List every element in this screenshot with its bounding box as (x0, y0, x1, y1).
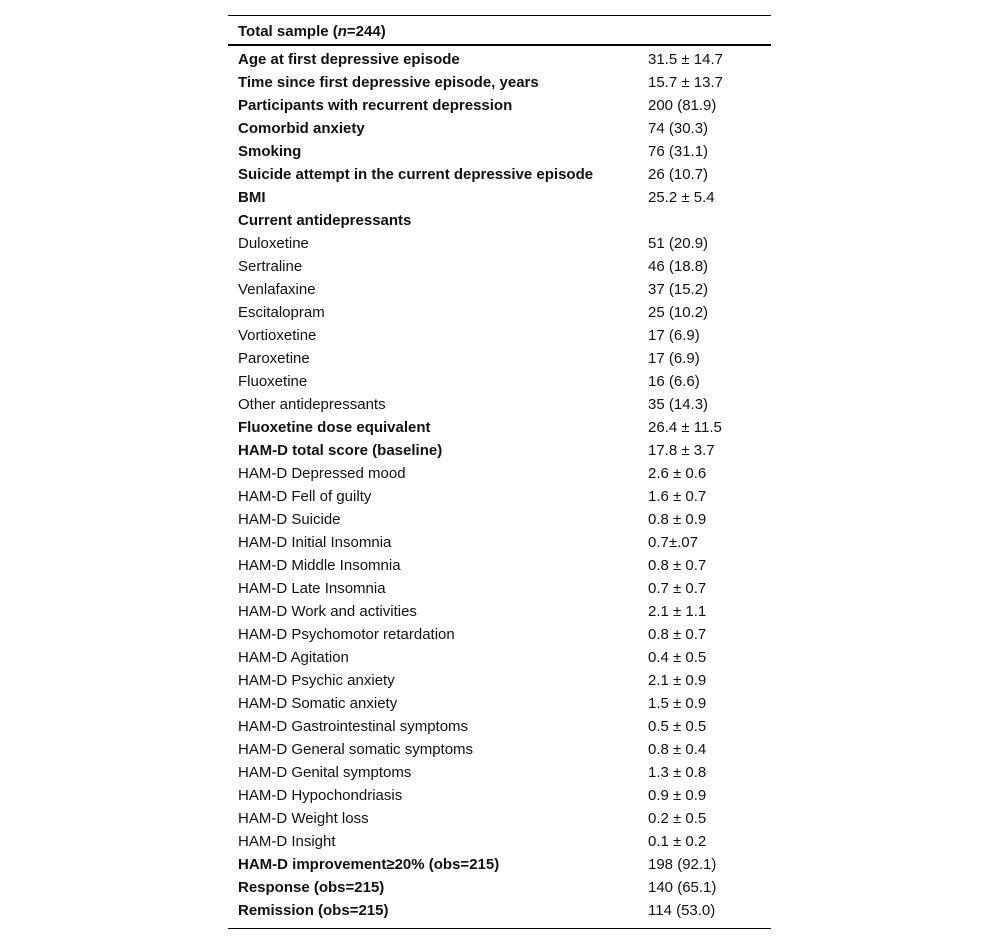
row-label: Escitalopram (238, 304, 325, 321)
row-label: Fluoxetine dose equivalent (238, 419, 431, 436)
row-value: 1.3 ± 0.8 (648, 764, 707, 781)
row-value: 2.6 ± 0.6 (648, 465, 707, 482)
row-label: Fluoxetine (238, 373, 308, 390)
header-suffix: =244) (346, 23, 386, 40)
row-value: 114 (53.0) (648, 902, 716, 919)
data-table (228, 15, 771, 929)
row-value: 0.5 ± 0.5 (648, 718, 707, 735)
row-label: HAM-D Middle Insomnia (238, 557, 401, 574)
table-row (228, 738, 771, 761)
row-value: 0.8 ± 0.4 (648, 741, 707, 758)
row-label: HAM-D General somatic symptoms (238, 741, 474, 758)
table-row (228, 255, 771, 278)
row-value: 31.5 ± 14.7 (648, 51, 723, 68)
table-row (228, 508, 771, 531)
row-label: HAM-D Psychomotor retardation (238, 626, 455, 643)
table-row (228, 531, 771, 554)
row-label: Current antidepressants (238, 212, 412, 229)
row-value: 1.6 ± 0.7 (648, 488, 707, 505)
row-label: Venlafaxine (238, 281, 316, 298)
row-label: Paroxetine (238, 350, 310, 367)
row-label: Response (obs=215) (238, 879, 385, 896)
row-label: Duloxetine (238, 235, 309, 252)
table-row (228, 577, 771, 600)
table-row (228, 393, 771, 416)
row-label: Suicide attempt in the current depressive episode (238, 166, 594, 183)
row-value: 0.8 ± 0.9 (648, 511, 707, 528)
table-row (228, 48, 771, 71)
table-row (228, 807, 771, 830)
table-row (228, 669, 771, 692)
table-row (228, 163, 771, 186)
table-row (228, 140, 771, 163)
row-value: 15.7 ± 13.7 (648, 74, 723, 91)
table-row (228, 370, 771, 393)
row-label: Vortioxetine (238, 327, 317, 344)
table-row (228, 554, 771, 577)
row-label: Sertraline (238, 258, 303, 275)
row-value: 198 (92.1) (648, 856, 717, 873)
table-row (228, 761, 771, 784)
row-value: 0.8 ± 0.7 (648, 626, 707, 643)
row-label: Age at first depressive episode (238, 51, 460, 68)
table-row (228, 462, 771, 485)
row-label: HAM-D Depressed mood (238, 465, 406, 482)
header-prefix: Total sample ( (238, 23, 338, 40)
table-row (228, 692, 771, 715)
table-row (228, 416, 771, 439)
row-label: Time since first depressive episode, years (238, 74, 539, 91)
row-value: 0.7±.07 (648, 534, 698, 551)
table-row (228, 876, 771, 899)
table-row (228, 71, 771, 94)
row-label: HAM-D Psychic anxiety (238, 672, 395, 689)
table-row (228, 324, 771, 347)
table-row (228, 623, 771, 646)
row-value: 140 (65.1) (648, 879, 717, 896)
table-row (228, 232, 771, 255)
row-value: 17 (6.9) (648, 327, 700, 344)
row-value: 17 (6.9) (648, 350, 700, 367)
row-label: Smoking (238, 143, 302, 160)
row-value: 16 (6.6) (648, 373, 700, 390)
row-value: 26 (10.7) (648, 166, 709, 183)
row-label: HAM-D Genital symptoms (238, 764, 412, 781)
row-value: 76 (31.1) (648, 143, 709, 160)
table-row (228, 117, 771, 140)
table-row (228, 347, 771, 370)
row-label: HAM-D Gastrointestinal symptoms (238, 718, 469, 735)
table-row (228, 830, 771, 853)
row-label: HAM-D Weight loss (238, 810, 369, 827)
row-value: 0.1 ± 0.2 (648, 833, 707, 850)
row-value: 0.2 ± 0.5 (648, 810, 707, 827)
row-value: 0.7 ± 0.7 (648, 580, 707, 597)
row-label: Comorbid anxiety (238, 120, 365, 137)
row-value: 17.8 ± 3.7 (648, 442, 715, 459)
table-row (228, 186, 771, 209)
row-value: 74 (30.3) (648, 120, 709, 137)
row-label: HAM-D Suicide (238, 511, 341, 528)
row-value: 51 (20.9) (648, 235, 709, 252)
row-value: 46 (18.8) (648, 258, 709, 275)
row-value: 35 (14.3) (648, 396, 709, 413)
table-row (228, 439, 771, 462)
row-value: 1.5 ± 0.9 (648, 695, 707, 712)
table-row (228, 853, 771, 876)
table-row (228, 209, 771, 232)
row-label: HAM-D total score (baseline) (238, 442, 443, 459)
table-row (228, 94, 771, 117)
row-value: 2.1 ± 0.9 (648, 672, 707, 689)
row-label: HAM-D Hypochondriasis (238, 787, 403, 804)
row-label: HAM-D Late Insomnia (238, 580, 386, 597)
row-label: HAM-D Agitation (238, 649, 349, 666)
row-label: Remission (obs=215) (238, 902, 389, 919)
row-label: HAM-D Somatic anxiety (238, 695, 398, 712)
table-row (228, 485, 771, 508)
row-label: HAM-D Work and activities (238, 603, 417, 620)
row-value: 2.1 ± 1.1 (648, 603, 707, 620)
table-body (228, 46, 771, 929)
row-label: Participants with recurrent depression (238, 97, 513, 114)
row-value: 200 (81.9) (648, 97, 717, 114)
table-row (228, 715, 771, 738)
row-label: BMI (238, 189, 266, 206)
table-row (228, 899, 771, 922)
row-value: 0.8 ± 0.7 (648, 557, 707, 574)
row-value: 37 (15.2) (648, 281, 709, 298)
row-label: HAM-D improvement≥20% (obs=215) (238, 856, 500, 873)
table-row (228, 278, 771, 301)
row-value: 26.4 ± 11.5 (648, 419, 722, 436)
row-label: HAM-D Insight (238, 833, 336, 850)
row-label: HAM-D Fell of guilty (238, 488, 372, 505)
row-value: 0.9 ± 0.9 (648, 787, 707, 804)
row-label: HAM-D Initial Insomnia (238, 534, 392, 551)
table-header (228, 15, 771, 46)
row-label: Other antidepressants (238, 396, 386, 413)
row-value: 25.2 ± 5.4 (648, 189, 715, 206)
row-value: 25 (10.2) (648, 304, 709, 321)
row-value (648, 209, 771, 232)
table-row (228, 301, 771, 324)
header-n-symbol: n (337, 23, 347, 40)
row-value: 0.4 ± 0.5 (648, 649, 707, 666)
table-row (228, 600, 771, 623)
table-row (228, 646, 771, 669)
table-row (228, 784, 771, 807)
